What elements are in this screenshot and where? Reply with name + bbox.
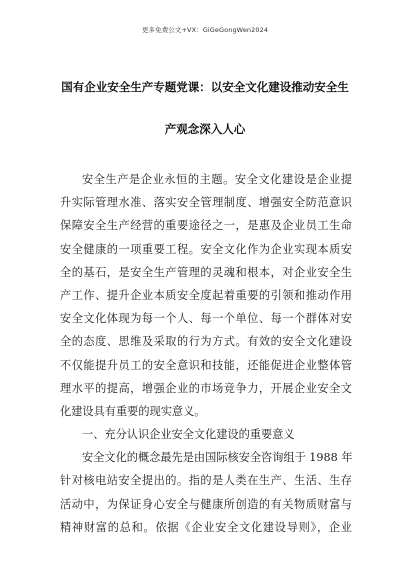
paragraph-line: 全的态度、思维及采取的行为方式。有效的安全文化建设 — [60, 335, 352, 349]
header-note: 更多免费公文+VX：GiGeGongWen2024 — [141, 26, 269, 34]
paragraph-line: 针对核电站安全提出的。指的是人类在生产、生活、生存 — [60, 474, 352, 488]
document-title-line-1: 国有企业安全生产专题党课：以安全文化建设推动安全生 — [61, 80, 349, 94]
paragraph-line: 安全生产是企业永恒的主题。安全文化建设是企业提 — [82, 173, 352, 186]
paragraph-line: 精神财富的总和。依据《企业安全文化建设导则》，企业 — [60, 520, 352, 534]
paragraph-line: 不仅能提升员工的安全意识和技能，还能促进企业整体管 — [60, 358, 352, 372]
paragraph-line: 保障安全生产经营的重要途径之一，是惠及企业员工生命 — [60, 219, 352, 233]
paragraph-line: 安全文化体现为每一个人、每一个单位、每一个群体对安 — [60, 312, 352, 326]
paragraph-line: 全的基石，是安全生产管理的灵魂和根本，对企业安全生 — [60, 265, 352, 279]
paragraph-line: 产工作、提升企业本质安全度起着重要的引领和推动作用 — [60, 288, 352, 302]
paragraph-line: 安全文化的概念最先是由国际核安全咨询组于 1988 年 — [82, 451, 353, 465]
document-body — [60, 168, 352, 539]
paragraph-line: 安全健康的一项重要工程。安全文化作为企业实现本质安 — [60, 242, 352, 256]
paragraph-line: 升实际管理水准、落实安全管理制度、增强安全防范意识 — [60, 196, 352, 210]
paragraph-line: 活动中，为保证身心安全与健康所创造的有关物质财富与 — [60, 497, 352, 511]
paragraph-line: 理水平的提高，增强企业的市场竞争力，开展企业安全文 — [60, 381, 352, 395]
paragraph-line: 化建设具有重要的现实意义。 — [60, 404, 206, 418]
section-heading: 一、充分认识企业安全文化建设的重要意义 — [82, 428, 295, 442]
document-title-line-2: 产观念深入人心 — [164, 122, 246, 136]
